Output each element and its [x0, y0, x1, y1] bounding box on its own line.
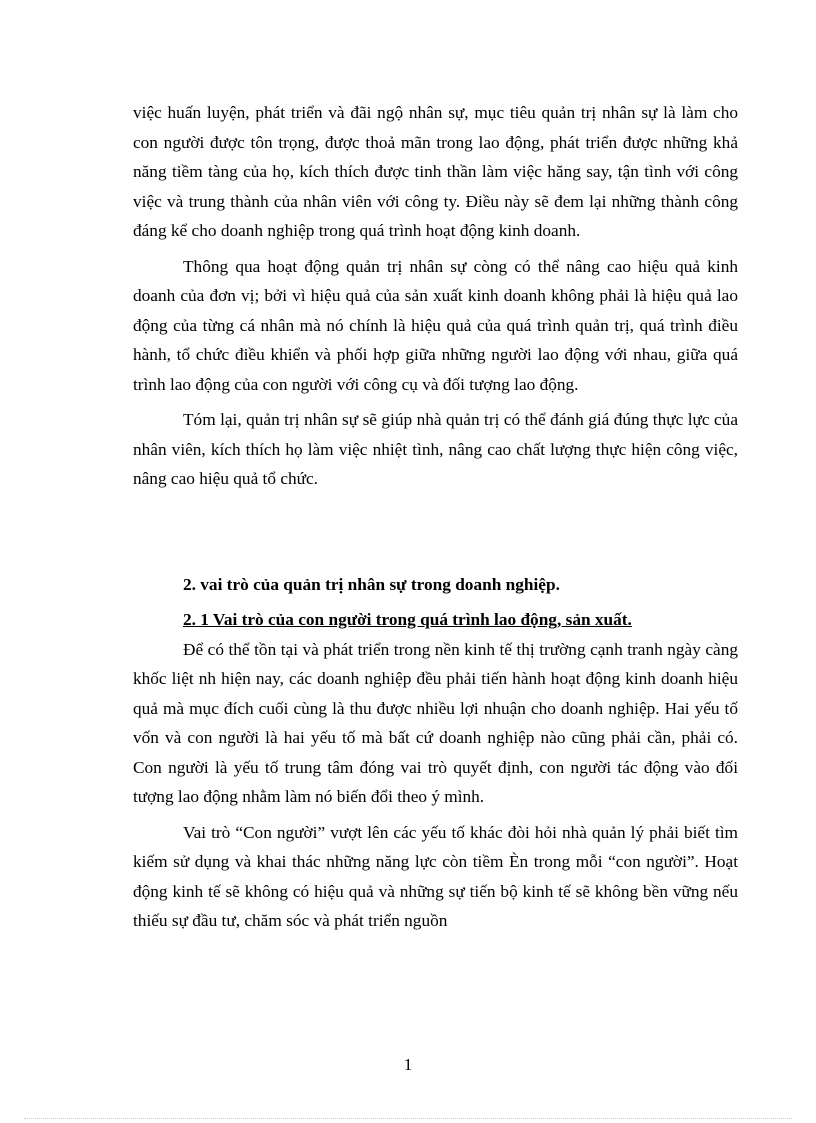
paragraph-5: Vai trò “Con người” vượt lên các yếu tố khác đòi hỏi nhà quản lý phải biết tìm kiếm sử dụng và khai thác những năng lực còn tiềm Èn trong mỗi “con người”. Hoạt động kinh tế sẽ không có hiệu quả và những sự tiến bộ kinh tế sẽ không bền vững nếu thiếu sự đầu tư, chăm sóc và phát triển nguồn [133, 822, 738, 930]
subsection-heading-2-1 [133, 605, 738, 635]
page-bottom-border [24, 1118, 792, 1119]
subsection-heading-text: 2. 1 Vai trò của con người trong quá trình lao động, sản xuất. [183, 610, 632, 629]
page-number: 1 [403, 1055, 413, 1074]
paragraph-3: Tóm lại, quản trị nhân sự sẽ giúp nhà quản trị có thể đánh giá đúng thực lực của nhân viên, kích thích họ làm việc nhiệt tình, nâng cao chất lượng thực hiện công việc, nâng cao hiệu quả tổ chức. [133, 410, 738, 488]
paragraph-2: Thông qua hoạt động quản trị nhân sự còng có thể nâng cao hiệu quả kinh doanh của đơn vị; bởi vì hiệu quả của sản xuất kinh doanh không phải là hiệu quả lao động của từng cá nhân mà nó chính là hiệu quả của quá trình quản trị, quá trình điều hành, tổ chức điều khiển và phối hợp giữa những người lao động với nhau, giữa quá trình lao động của con người với công cụ và đối tượng lao động. [133, 256, 738, 394]
page-body [133, 98, 738, 936]
paragraph-1: việc huấn luyện, phát triển và đãi ngộ nhân sự, mục tiêu quản trị nhân sự là làm cho con người được tôn trọng, được thoả mãn trong lao động, phát triển được những khả năng tiềm tàng của họ, kích thích được tinh thần làm việc hăng say, tận tình với công việc và trung thành của nhân viên với công ty. Điều này sẽ đem lại những thành công đáng kể cho doanh nghiệp trong quá trình hoạt động kinh doanh. [133, 103, 738, 240]
paragraph-4: Để có thể tồn tại và phát triển trong nền kinh tế thị trường cạnh tranh ngày càng khốc liệt nh hiện nay, các doanh nghiệp đều phải tiến hành hoạt động kinh doanh hiệu quả mà mục đích cuối cùng là thu được nhiều lợi nhuận cho doanh nghiệp. Hai yếu tố vốn và con người là hai yếu tố mà bất cứ doanh nghiệp nào cũng phải cần, phải có. Con người là yếu tố trung tâm đóng vai trò quyết định, con người tác động vào đối tượng lao động nhằm làm nó biến đổi theo ý mình. [133, 639, 738, 806]
section-spacer [133, 494, 738, 570]
section-heading-2: 2. vai trò của quản trị nhân sự trong doanh nghiệp. [183, 574, 560, 594]
